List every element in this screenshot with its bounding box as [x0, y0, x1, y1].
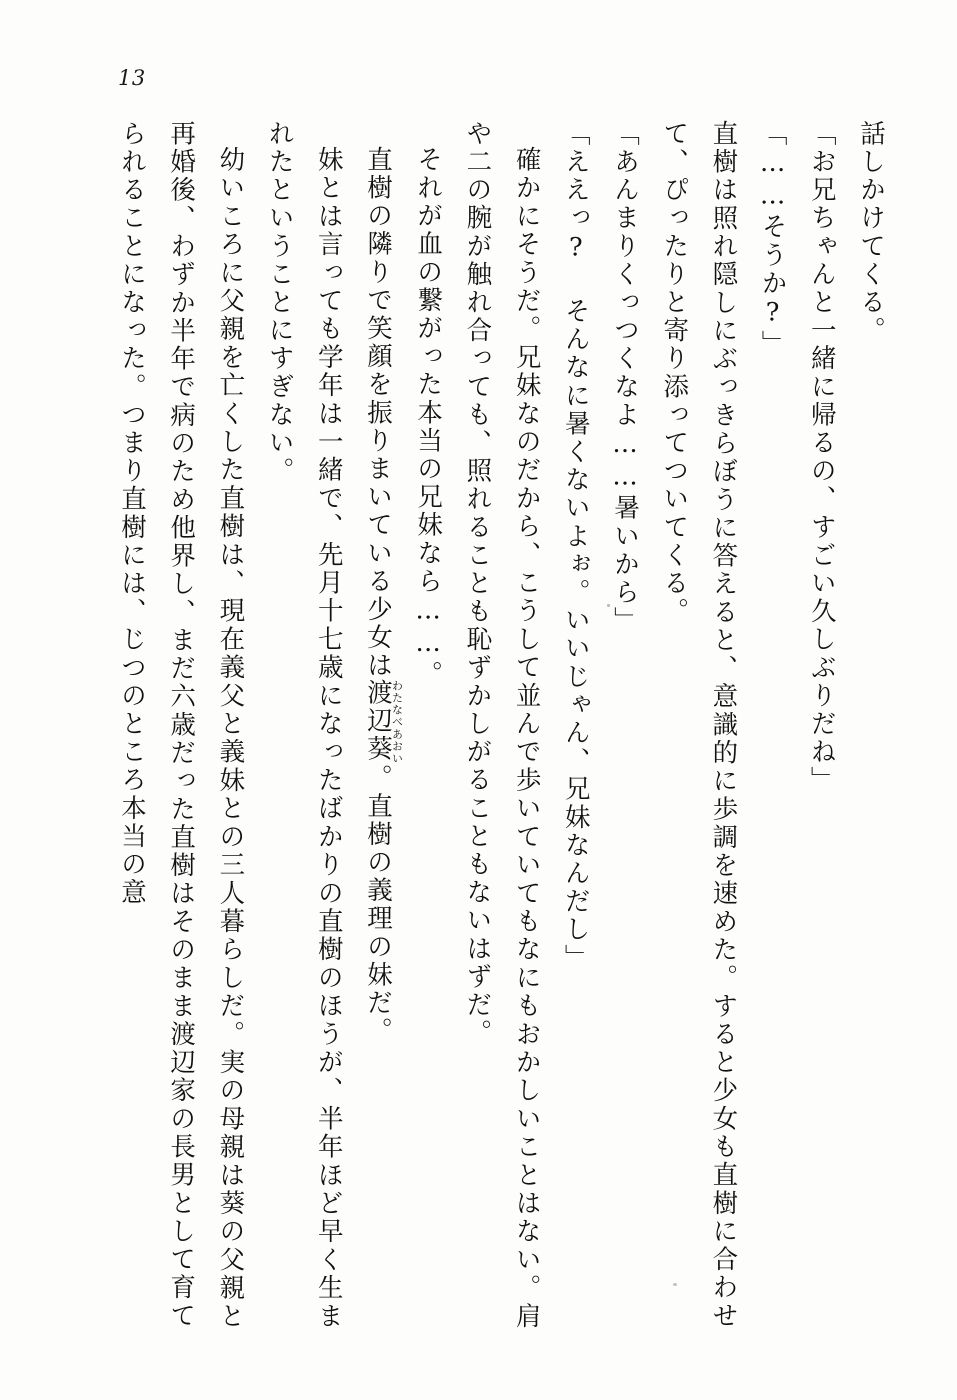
paper-speck: [607, 604, 610, 607]
ruby-reading: わたなべあおい: [390, 679, 404, 764]
paragraph-5: 「あんまりくっつくなよ……暑いから」: [609, 120, 640, 635]
page-number: 13: [118, 66, 146, 90]
paragraph-4: 直樹は照れ隠しにぶっきらぼうに答えると、意識的に歩調を速めた。すると少女も直樹に合わせて、ぴったりと寄り添ってついてくる。: [659, 120, 739, 1330]
paragraph-7: 確かにそうだ。兄妹なのだから、こうして並んで歩いていてもなにもおかしいことはない。肩や二の腕が触れ合っても、照れることも恥ずかしがることもないはずだ。: [462, 120, 542, 1330]
paragraph-9: [353, 120, 403, 1330]
paragraph-1: 話しかけてくる。: [856, 120, 886, 345]
paragraph-6: 「ええっ? そんなに暑くないよぉ。いいじゃん、兄妹なんだし」: [560, 120, 591, 972]
paragraph-11: 幼いころに父親を亡くした直樹は、現在義父と義妹との三人暮らしだ。実の母親は葵の父親と再婚後、わずか半年で病のため他界し、まだ六歳だった直樹はそのまま渡辺家の長男として育てられることになった。つまり直樹には、じつのところ本当の意: [116, 120, 246, 1330]
paragraph-8: それが血の繋がった本当の兄妹なら……。: [413, 145, 444, 689]
ruby-name: 渡辺葵わたなべあおい: [362, 679, 404, 764]
body-text: [62, 120, 895, 1330]
paragraph-10: 妹とは言っても学年は一緒で、先月十七歳になったばかりの直樹のほうが、半年ほど早く生まれたということにすぎない。: [264, 120, 344, 1330]
paragraph-9-text: 直樹の隣りで笑顔を振りまいている少女は渡辺葵わたなべあおい。直樹の義理の妹だ。: [362, 145, 404, 1045]
paragraph-2: 「お兄ちゃんと一緒に帰るの、すごい久しぶりだね」: [806, 120, 837, 795]
paragraph-3: 「……そうか?」: [757, 120, 788, 359]
paper-speck: [673, 1283, 677, 1286]
